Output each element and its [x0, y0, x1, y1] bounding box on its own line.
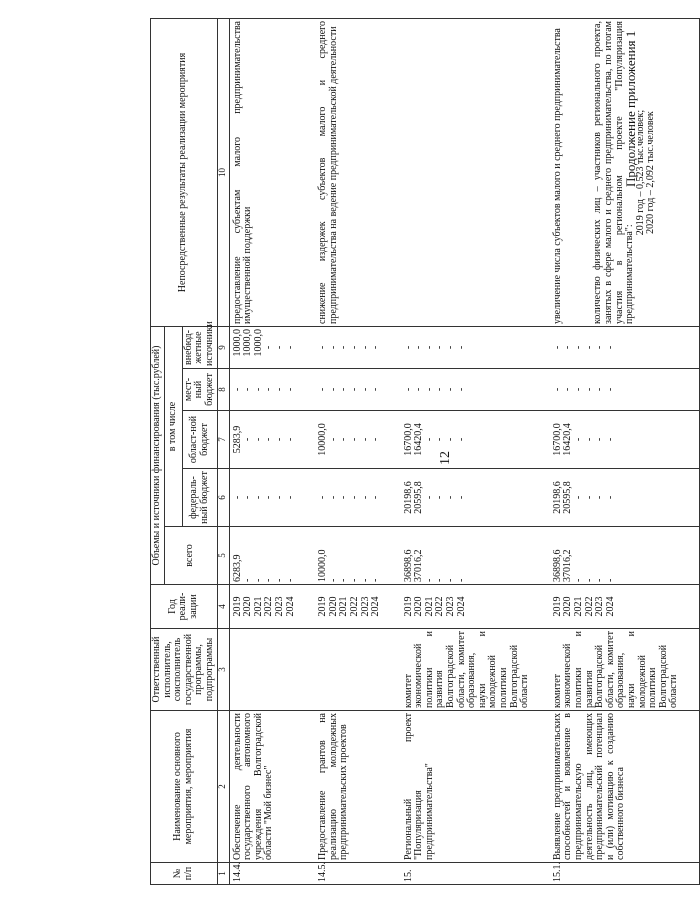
federal-value: - [573, 495, 584, 500]
responsible-executor [315, 629, 382, 711]
year-value: 2022 [263, 596, 275, 617]
col-index: 2 [217, 711, 229, 863]
federal-value: - [423, 495, 435, 500]
years-cell [229, 585, 296, 629]
total-cell [550, 527, 680, 585]
federal-value: 20198,6 [402, 481, 414, 514]
regional-value: - [370, 437, 382, 442]
page-number: 12 [438, 451, 453, 465]
header-local: мест-ный бюджет [182, 369, 217, 411]
header-num: № п/п [151, 863, 218, 885]
regional-value: 16420,4 [562, 423, 574, 456]
federal-cell [550, 469, 680, 527]
year-value: 2021 [252, 596, 264, 617]
year-value: 2023 [273, 596, 285, 617]
header-federal: федераль-ный бюджет [182, 469, 217, 527]
responsible-executor: комитет экономической политики и развития Волгоградской области, комитет образования, науки и молодежной политики Волгоградской области [401, 629, 531, 711]
local-value: - [413, 387, 425, 392]
year-value: 2020 [242, 596, 254, 617]
local-cell [229, 369, 296, 411]
total-value: 37016,2 [562, 549, 574, 582]
local-value: - [273, 387, 285, 392]
header-year: Год реали-зации [151, 585, 218, 629]
results-text: количество физических лиц – участников регионального проекта, занятых в сфере малого и среднего предпринимательства, по итогам участия в региональном проекте "Популяризация предпринимательства": [592, 21, 636, 324]
regional-value: - [242, 437, 254, 442]
extrabudget-value: - [455, 345, 467, 350]
header-row-1 [151, 19, 165, 885]
regional-cell [315, 411, 382, 469]
regional-value: - [348, 437, 360, 442]
header-extrabudget: внебюд-жетные источники [182, 327, 217, 369]
total-value: - [359, 578, 371, 582]
regional-value: 10000,0 [317, 423, 329, 456]
total-value: 10000,0 [317, 549, 329, 582]
header-activity-name: Наименование основного мероприятия, мероприятия [151, 711, 218, 863]
year-value: 2019 [231, 596, 243, 617]
header-including: в том числе [164, 327, 182, 527]
year-value: 2019 [551, 596, 563, 617]
local-value: - [252, 387, 264, 392]
total-value: - [284, 578, 296, 582]
col-index: 4 [217, 585, 229, 629]
years-cell [550, 585, 680, 629]
extrabudget-value: - [604, 345, 616, 350]
extrabudget-value: - [327, 345, 339, 350]
local-value: - [594, 387, 606, 392]
total-value: - [348, 578, 360, 582]
federal-value: - [583, 495, 595, 500]
extrabudget-value: - [583, 345, 595, 350]
extrabudget-value: 1000,0 [252, 329, 264, 357]
header-regional: област-ной бюджет [182, 411, 217, 469]
row-number: 15.1. [550, 863, 680, 885]
extrabudget-cell [401, 327, 531, 369]
federal-value: - [455, 495, 467, 500]
results-line: 2020 год – 2,092 тыс.человек [645, 111, 657, 234]
activity-name: Предоставление грантов на реализацию молодежных предпринимательских проектов [315, 711, 382, 863]
federal-cell [229, 469, 296, 527]
regional-value: 5283,9 [231, 425, 243, 454]
extrabudget-value: - [573, 345, 584, 350]
federal-value: - [327, 495, 339, 500]
local-cell [401, 369, 531, 411]
regional-value: - [423, 437, 435, 442]
results-cell [550, 19, 680, 327]
year-value: 2023 [594, 596, 606, 617]
extrabudget-cell [550, 327, 680, 369]
extrabudget-value: - [359, 345, 371, 350]
col-index: 10 [217, 19, 229, 327]
results-text: снижение издержек субъектов малого и среднего предпринимательства на ведение предпринимательской деятельности [315, 19, 382, 327]
local-value: - [338, 387, 350, 392]
years-cell [315, 585, 382, 629]
local-value: - [604, 387, 616, 392]
local-value: - [455, 387, 467, 392]
local-value: - [402, 387, 414, 392]
total-value: - [583, 578, 595, 582]
responsible-executor [229, 629, 296, 711]
extrabudget-cell [229, 327, 296, 369]
regional-value: - [455, 437, 467, 442]
local-value: - [573, 387, 584, 392]
total-value: - [263, 578, 275, 582]
extrabudget-value: - [273, 345, 285, 350]
extrabudget-value: - [284, 345, 296, 350]
regional-cell [229, 411, 296, 469]
year-value: 2024 [455, 596, 467, 617]
federal-value: - [348, 495, 360, 500]
header-responsible: Ответственный исполнитель, соисполнитель государственной программы, подпрограммы [151, 629, 218, 711]
regional-value: - [284, 437, 296, 442]
row-spacer [296, 19, 315, 885]
federal-value: 20198,6 [551, 481, 563, 514]
total-value: - [252, 578, 264, 582]
total-value: - [434, 578, 446, 582]
extrabudget-value: - [370, 345, 382, 350]
extrabudget-value: - [402, 345, 414, 350]
total-value: - [455, 578, 467, 582]
local-value: - [562, 387, 574, 392]
regional-value: - [359, 437, 371, 442]
year-value: 2022 [348, 596, 360, 617]
year-value: 2023 [445, 596, 457, 617]
year-value: 2020 [413, 596, 425, 617]
total-value: 37016,2 [413, 549, 425, 582]
col-index: 8 [217, 369, 229, 411]
federal-value: - [263, 495, 275, 500]
header-funding: Объемы и источники финансирования (тыс.рублей) [151, 327, 165, 585]
local-value: - [423, 387, 435, 392]
regional-value: - [445, 437, 457, 442]
regional-value: - [263, 437, 275, 442]
results-text: увеличение числа субъектов малого и среднего предпринимательства [551, 28, 563, 324]
activity-name: Региональный проект "Популяризация предпринимательства" [401, 711, 531, 863]
year-value: 2019 [402, 596, 414, 617]
year-value: 2020 [327, 596, 339, 617]
total-value: - [573, 578, 584, 582]
local-value: - [317, 387, 329, 392]
extrabudget-value: - [413, 345, 425, 350]
activity-name: Выявление предпринимательских способностей и вовлечение в предпринимательскую деятельность лиц, имеющих предпринимательский потенциал и (или) мотивацию к созданию собственного бизнеса [550, 711, 680, 863]
federal-value: - [604, 495, 616, 500]
federal-value: - [273, 495, 285, 500]
extrabudget-value: - [445, 345, 457, 350]
col-index: 3 [217, 629, 229, 711]
total-value: - [423, 578, 435, 582]
results-line: 2019 год – 0,523 тыс.человек; [634, 109, 646, 236]
federal-cell [401, 469, 531, 527]
total-value: - [445, 578, 457, 582]
extrabudget-value: - [263, 345, 275, 350]
col-index: 5 [217, 527, 229, 585]
total-value: 6283,9 [231, 554, 243, 582]
header-total: всего [164, 527, 217, 585]
regional-value: - [327, 437, 339, 442]
local-value: - [348, 387, 360, 392]
table-row [550, 19, 680, 885]
federal-value: - [242, 495, 254, 500]
regional-value: - [604, 437, 616, 442]
year-value: 2024 [604, 596, 616, 617]
total-value: - [594, 578, 606, 582]
extrabudget-value: - [348, 345, 360, 350]
extrabudget-value: - [551, 345, 563, 350]
regional-value: - [583, 437, 595, 442]
col-index: 1 [217, 863, 229, 885]
local-cell [550, 369, 680, 411]
results-text: предоставление субъектам малого предпринимательства имущественной поддержки [229, 19, 296, 327]
appendix-caption: Продолжение приложения 1 [623, 30, 638, 187]
year-value: 2022 [434, 596, 446, 617]
local-value: - [231, 387, 243, 392]
responsible-executor: комитет экономической политики и развития Волгоградской области, комитет образования, науки и молодежной политики Волгоградской области [550, 629, 680, 711]
header-results: Непосредственные результаты реализации мероприятия [151, 19, 218, 327]
regional-cell [550, 411, 680, 469]
extrabudget-value: 1000,0 [242, 329, 254, 357]
local-value: - [583, 387, 595, 392]
extrabudget-value: - [562, 345, 574, 350]
local-value: - [242, 387, 254, 392]
total-value: - [604, 578, 616, 582]
federal-value: - [359, 495, 371, 500]
local-cell [315, 369, 382, 411]
local-value: - [263, 387, 275, 392]
total-value: - [242, 578, 254, 582]
federal-value: 20595,8 [413, 481, 425, 514]
federal-value: - [594, 495, 606, 500]
year-value: 2021 [423, 596, 435, 617]
extrabudget-value: - [594, 345, 606, 350]
total-cell [315, 527, 382, 585]
row-number: 15. [401, 863, 531, 885]
results-text [401, 19, 531, 327]
extrabudget-value: - [423, 345, 435, 350]
total-value: - [370, 578, 382, 582]
extrabudget-value: - [434, 345, 446, 350]
local-value: - [551, 387, 563, 392]
table-row [401, 19, 531, 885]
local-value: - [284, 387, 296, 392]
row-spacer [531, 19, 550, 885]
year-value: 2021 [573, 596, 584, 617]
year-value: 2024 [370, 596, 382, 617]
total-value: 36898,6 [402, 549, 414, 582]
col-index: 6 [217, 469, 229, 527]
column-index-row [217, 19, 229, 885]
row-spacer [680, 19, 700, 885]
federal-value: 20595,8 [562, 481, 574, 514]
regional-value: 16420,4 [413, 423, 425, 456]
extrabudget-value: - [338, 345, 350, 350]
year-value: 2023 [359, 596, 371, 617]
extrabudget-value: 1000,0 [231, 329, 243, 357]
federal-value: - [445, 495, 457, 500]
regional-value: - [573, 437, 584, 442]
col-index: 9 [217, 327, 229, 369]
regional-cell [401, 411, 531, 469]
federal-value: - [434, 495, 446, 500]
activity-name: Обеспечение деятельности государственного автономного учреждения Волгоградской области "Мой бизнес" [229, 711, 296, 863]
total-cell [229, 527, 296, 585]
regional-value: - [338, 437, 350, 442]
federal-value: - [284, 495, 296, 500]
regional-value: 16700,0 [551, 423, 563, 456]
local-value: - [434, 387, 446, 392]
extrabudget-value: - [317, 345, 329, 350]
table-row [315, 19, 382, 885]
table-row [229, 19, 296, 885]
regional-value: 16700,0 [402, 423, 414, 456]
federal-value: - [252, 495, 264, 500]
year-value: 2021 [338, 596, 350, 617]
row-number: 14.5. [315, 863, 382, 885]
years-cell [401, 585, 531, 629]
total-value: 36898,6 [551, 549, 563, 582]
year-value: 2020 [562, 596, 574, 617]
program-activities-table [150, 18, 700, 885]
regional-value: - [594, 437, 606, 442]
local-value: - [445, 387, 457, 392]
regional-value: - [252, 437, 264, 442]
regional-value: - [273, 437, 285, 442]
total-cell [401, 527, 531, 585]
regional-value: - [434, 437, 446, 442]
year-value: 2022 [583, 596, 595, 617]
federal-value: - [231, 495, 243, 500]
federal-value: - [317, 495, 329, 500]
local-value: - [327, 387, 339, 392]
total-value: - [327, 578, 339, 582]
federal-value: - [338, 495, 350, 500]
total-value: - [273, 578, 285, 582]
year-value: 2024 [284, 596, 296, 617]
extrabudget-cell [315, 327, 382, 369]
federal-cell [315, 469, 382, 527]
col-index: 7 [217, 411, 229, 469]
row-number: 14.4. [229, 863, 296, 885]
year-value: 2019 [317, 596, 329, 617]
total-value: - [338, 578, 350, 582]
row-spacer [382, 19, 401, 885]
local-value: - [359, 387, 371, 392]
local-value: - [370, 387, 382, 392]
federal-value: - [370, 495, 382, 500]
